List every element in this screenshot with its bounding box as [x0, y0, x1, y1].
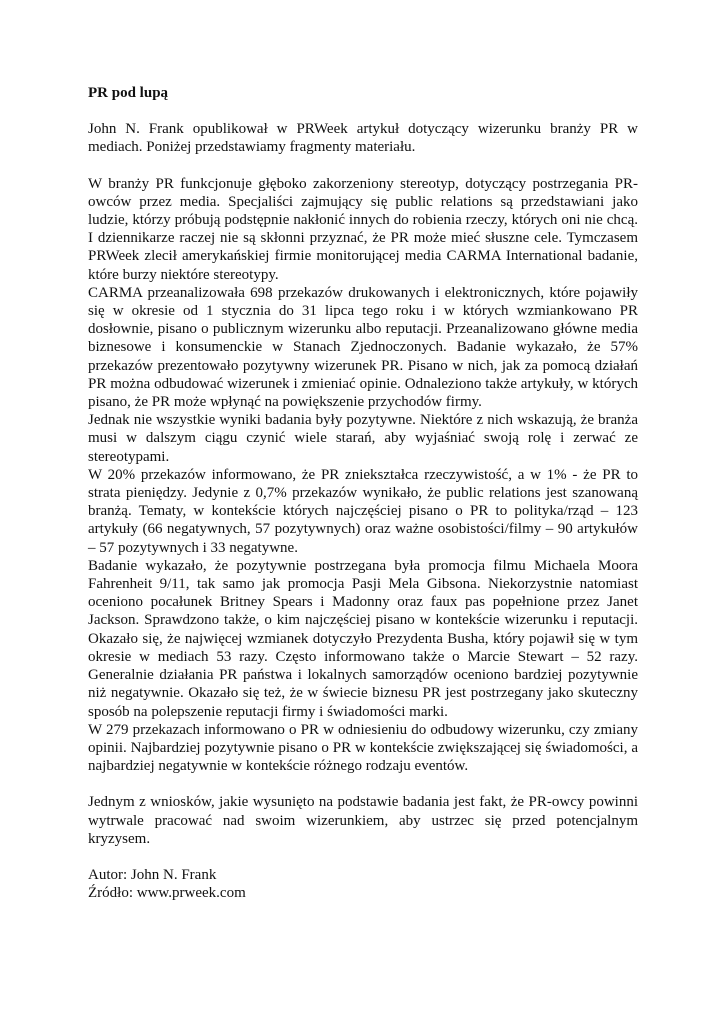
- document-page: [88, 84, 638, 902]
- intro-paragraph: John N. Frank opublikował w PRWeek artykuł dotyczący wizerunku branży PR w mediach. Poniżej przedstawiamy fragmenty materiału.: [88, 121, 638, 156]
- body-paragraph-2: CARMA przeanalizowała 698 przekazów drukowanych i elektronicznych, które pojawiły się w okresie od 1 stycznia do 31 lipca tego roku i w których wzmiankowano PR dosłownie, pisano o publicznym wizerunku albo reputacji. Przeanalizowano główne media biznesowe i konsumenckie w Stanach Zjednoczonych. Badanie wykazało, że 57% przekazów prezentowało pozytywny wizerunek PR. Pisano w nich, jak za pomocą działań PR można odbudować wizerunek i zmieniać opinie. Odnaleziono także artykuły, w których pisano, że PR może wpłynąć na powiększenie przychodów firmy.: [88, 284, 638, 411]
- body-paragraph-5: Badanie wykazało, że pozytywnie postrzegana była promocja filmu Michaela Moora Fahrenheit 9/11, tak samo jak promocja Pasji Mela Gibsona. Niekorzystnie natomiast oceniono pocałunek Britney Spears i Madonny oraz faux pas popełnione przez Janet Jackson. Sprawdzono także, o kim najczęściej pisano w kontekście wizerunku i reputacji. Okazało się, że najwięcej wzmianek dotyczyło Prezydenta Busha, który pojawił się w tym okresie w mediach 53 razy. Często informowano także o Marcie Stewart – 52 razy. Generalnie działania PR państwa i lokalnych samorządów oceniono bardziej pozytywnie niż negatywnie. Okazało się też, że w świecie biznesu PR jest postrzegany jako skuteczny sposób na polepszenie reputacji firmy i świadomości marki.: [88, 557, 638, 720]
- author-line: Autor: John N. Frank: [88, 866, 217, 883]
- document-title: PR pod lupą: [88, 85, 169, 101]
- paragraph-gap: [88, 157, 638, 175]
- body-paragraph-1: W branży PR funkcjonuje głęboko zakorzeniony stereotyp, dotyczący postrzegania PR-owców przez media. Specjaliści zajmujący się public relations są przedstawiani jako ludzie, którzy próbują podstępnie nakłonić innych do robienia rzeczy, których oni nie chcą. I dziennikarze raczej nie są skłonni przyznać, że PR może mieć słuszne cele. Tymczasem PRWeek zlecił amerykańskiej firmie monitorującej media CARMA International badanie, które burzy niektóre stereotypy.: [88, 175, 638, 283]
- body-paragraph-3: Jednak nie wszystkie wyniki badania były pozytywne. Niektóre z nich wskazują, że branża musi w dalszym ciągu czynić wiele starań, aby wyjaśniać swoją rolę i zerwać ze stereotypami.: [88, 412, 638, 465]
- body-paragraph-4: W 20% przekazów informowano, że PR zniekształca rzeczywistość, a w 1% - że PR to strata pieniędzy. Jedynie z 0,7% przekazów wynikało, że public relations jest szanowaną branżą. Tematy, w kontekście których najczęściej pisano o PR to polityka/rząd – 123 artykuły (66 negatywnych, 57 pozytywnych) oraz ważne osobistości/filmy – 90 artykułów – 57 pozytywnych i 33 negatywne.: [88, 466, 638, 556]
- paragraph-gap: [88, 775, 638, 793]
- paragraph-gap: [88, 848, 638, 866]
- source-line: Źródło: www.prweek.com: [88, 885, 246, 902]
- conclusion-paragraph: Jednym z wniosków, jakie wysunięto na podstawie badania jest fakt, że PR-owcy powinni wytrwale pracować nad swoim wizerunkiem, aby ustrzec się przed potencjalnym kryzysem.: [88, 794, 638, 847]
- body-paragraph-6: W 279 przekazach informowano o PR w odniesieniu do odbudowy wizerunku, czy zmiany opinii. Najbardziej pozytywnie pisano o PR w kontekście zwiększającej się świadomości, a najbardziej negatywnie w kontekście różnego rodzaju eventów.: [88, 721, 638, 775]
